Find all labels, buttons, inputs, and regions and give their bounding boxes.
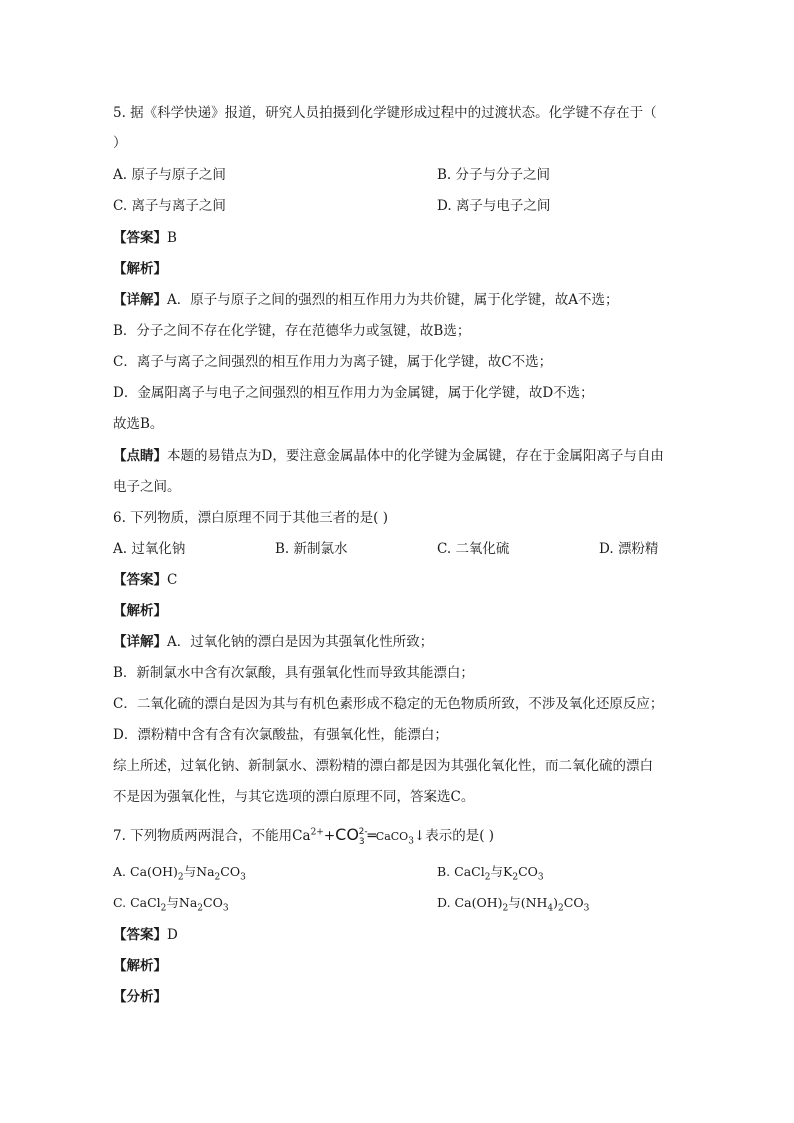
q5-analysis-tag: 【解析】 xyxy=(113,261,167,277)
q5-option-b: B. 分子与分子之间 xyxy=(437,167,551,183)
carbonate-ion: $CO_3^{2-}$ xyxy=(335,825,368,848)
q5-detail-3: C．离子与离子之间强烈的相互作用力为离子键，属于化学键，故C不选； xyxy=(113,354,553,370)
q6-detail-1: 【详解】A．过氧化钠的漂白是因为其强氧化性所致； xyxy=(113,634,434,650)
q7-option-d: D. $Ca(OH)_2$与$(NH_4)_2CO_3$ xyxy=(437,895,590,914)
q6-analysis-tag: 【解析】 xyxy=(113,603,167,619)
q6-detail-2: B．新制氯水中含有次氯酸，具有强氧化性而导致其能漂白； xyxy=(113,665,474,681)
q5-option-c: C. 离子与离子之间 xyxy=(113,198,226,214)
q5-detail-2: B．分子之间不存在化学键，存在范德华力或氢键，故B选； xyxy=(113,323,471,339)
q7-option-b: B. CaCl$_2$与$K_2CO_3$ xyxy=(437,864,544,883)
q7-option-c: C. CaCl$_2$与$Na_2CO_3$ xyxy=(113,895,229,914)
q7-answer: 【答案】D xyxy=(113,927,178,943)
q6-option-a: A. 过氧化钠 xyxy=(113,541,186,557)
q5-note-1: 【点睛】本题的易错点为D，要注意金属晶体中的化学键为金属键，存在于金属阳离子与自由 xyxy=(113,448,664,464)
q6-detail-3: C．二氧化硫的漂白是因为其与有机色素形成不稳定的无色物质所致，不涉及氧化还原反应； xyxy=(113,696,664,712)
q5-detail-1: 【详解】A．原子与原子之间的强烈的相互作用力为共价键，属于化学键，故A不选； xyxy=(113,292,619,308)
q5-answer: 【答案】B xyxy=(113,230,177,246)
q7-analysis-tag: 【解析】 xyxy=(113,958,167,974)
q7-stem: 7. 下列物质两两混合，不能用$Ca^{2+}+CO_3^{2-}═CaCO_3↓$表示的是( ) xyxy=(113,825,495,848)
q5-stem-close: ） xyxy=(113,135,127,151)
q6-option-c: C. 二氧化硫 xyxy=(437,541,510,557)
q6-stem: 6. 下列物质，漂白原理不同于其他三者的是( ) xyxy=(113,510,388,526)
q7-analyze-tag: 【分析】 xyxy=(113,989,167,1005)
q5-option-d: D. 离子与电子之间 xyxy=(437,198,551,214)
q6-answer: 【答案】C xyxy=(113,572,178,588)
q5-detail-5: 故选B。 xyxy=(113,416,164,432)
q6-detail-6: 不是因为强氧化性，与其它选项的漂白原理不同，答案选C。 xyxy=(113,789,475,805)
q6-detail-5: 综上所述，过氧化钠、新制氯水、漂粉精的漂白都是因为其强化氧化性，而二氧化硫的漂白 xyxy=(113,758,653,774)
q6-option-d: D. 漂粉精 xyxy=(599,541,659,557)
q5-detail-4: D．金属阳离子与电子之间强烈的相互作用力为金属键，属于化学键，故D不选； xyxy=(113,385,594,401)
q5-stem: 5. 据《科学快递》报道，研究人员拍摄到化学键形成过程中的过渡状态。化学键不存在于（ xyxy=(113,105,657,121)
q5-option-a: A. 原子与原子之间 xyxy=(113,167,226,183)
q6-detail-4: D．漂粉精中含有含有次氯酸盐，有强氧化性，能漂白； xyxy=(113,727,448,743)
q5-note-2: 电子之间。 xyxy=(113,479,181,495)
q7-option-a: A. $Ca(OH)_2$与$Na_2CO_3$ xyxy=(113,864,246,883)
q6-option-b: B. 新制氯水 xyxy=(275,541,348,557)
